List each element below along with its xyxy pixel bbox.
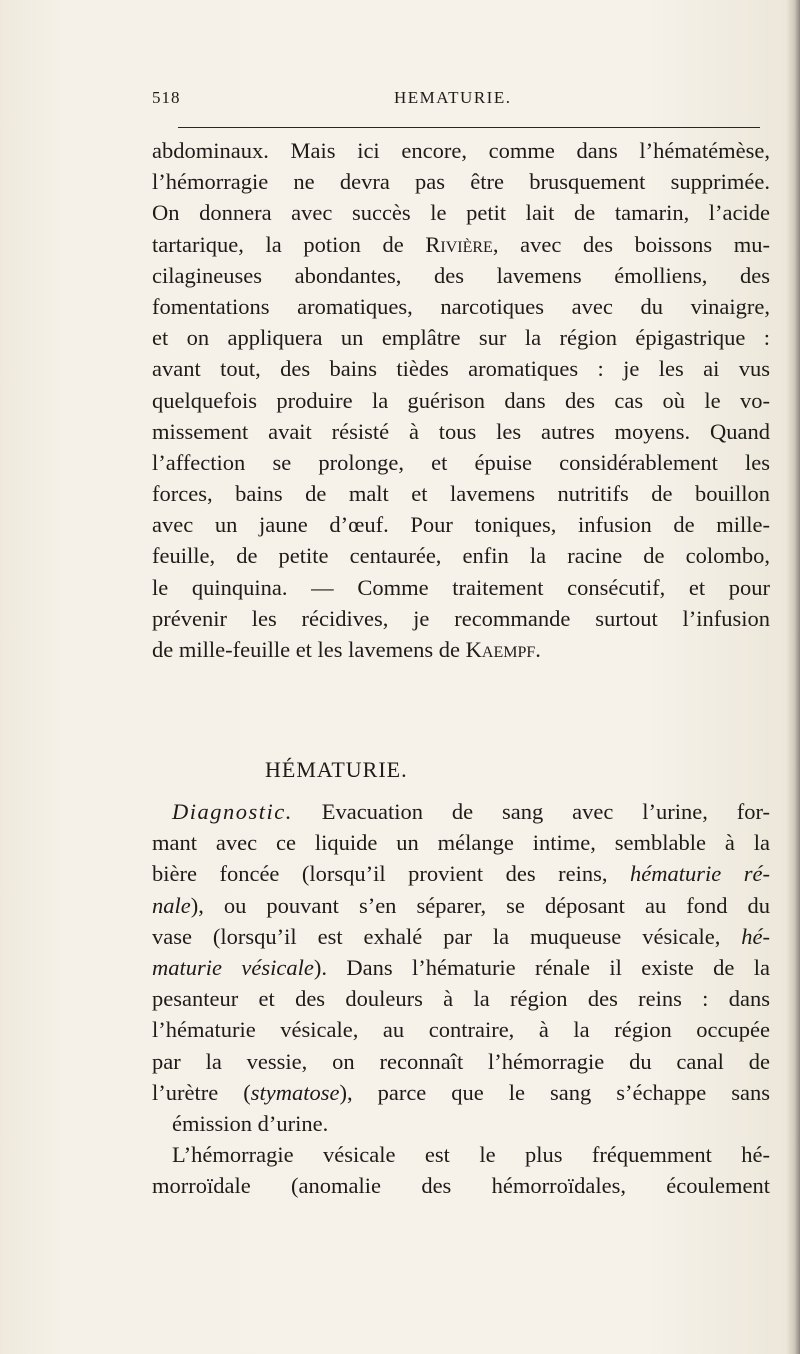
text-line: l’hémorragie ne devra pas être brusquement supprimée. (152, 169, 770, 195)
text-line (152, 890, 770, 921)
page-number: 518 (152, 88, 181, 107)
term-stymatose: stymatose (250, 1079, 340, 1105)
text-fragment: de mille-feuille et les lavemens de (152, 637, 466, 662)
text-line: abdominaux. Mais ici encore, comme dans l’hématémèse, (152, 138, 770, 163)
text-line (152, 1077, 770, 1108)
author-name-riviere: Rivière (425, 231, 493, 257)
text-line: le quinquina. — Comme traitement consécutif, et pour (152, 574, 770, 600)
diagnostic-label: Diagnostic. (172, 799, 293, 824)
text-line: fomentations aromatiques, narcotiques avec du vinaigre, (152, 293, 770, 319)
text-line: prévenir les récidives, je recommande surtout l’infusion (152, 605, 770, 631)
page-header (152, 88, 764, 114)
text-line: l’affection se prolonge, et épuise considérablement les (152, 449, 770, 475)
text-fragment: vase (lorsqu’il est exhalé par la muqueuse vésicale, (152, 923, 742, 949)
text-line (152, 1139, 770, 1170)
paragraph-treatment (152, 135, 770, 665)
text-line: par la vessie, on reconnaît l’hémorragie du canal de (152, 1048, 770, 1074)
term-hematurie-renale-end: nale (152, 892, 191, 918)
running-head: HEMATURIE. (394, 88, 512, 107)
text-fragment: tartarique, la potion de (152, 231, 426, 257)
section-title: HÉMATURIE. (265, 757, 408, 782)
paragraph-diagnostic (152, 796, 770, 1201)
text-line: et on appliquera un emplâtre sur la région épigastrique : (152, 325, 770, 351)
text-fragment: émission d’urine. (172, 1110, 329, 1136)
text-line (152, 952, 770, 983)
text-line: pesanteur et des douleurs à la région des reins : dans (152, 986, 770, 1012)
author-name-kaempf: Kaempf. (465, 637, 541, 662)
text-fragment: ), ou pouvant s’en séparer, se déposant au fond du (190, 892, 770, 918)
page-edge-shadow (786, 0, 800, 1354)
text-fragment: L’hémorragie vésicale est le plus fréquemment hé- (172, 1142, 770, 1168)
text-line (152, 634, 770, 665)
text-line (152, 229, 770, 260)
header-rule (178, 127, 760, 128)
text-line (152, 858, 770, 889)
text-fragment: ). Dans l’hématurie rénale il existe de la (313, 954, 770, 980)
text-line: mant avec ce liquide un mélange intime, semblable à la (152, 830, 770, 856)
text-line: cilagineuses abondantes, des lavemens émolliens, des (152, 262, 770, 288)
text-line: l’hématurie vésicale, au contraire, à la région occupée (152, 1017, 770, 1043)
term-hematurie-vesicale-end: maturie vésicale (152, 954, 314, 980)
text-line: avec un jaune d’œuf. Pour toniques, infusion de mille- (152, 512, 770, 538)
text-fragment: l’urètre ( (152, 1079, 251, 1105)
text-line (152, 796, 770, 827)
text-line: missement avait résisté à tous les autres moyens. Quand (152, 418, 770, 444)
text-line: forces, bains de malt et lavemens nutritifs de bouillon (152, 481, 770, 507)
text-fragment: , avec des boissons mu- (492, 231, 770, 257)
text-fragment: Evacuation de sang avec l’urine, for- (292, 799, 770, 824)
text-line: quelquefois produire la guérison dans des cas où le vo- (152, 387, 770, 413)
text-line (152, 921, 770, 952)
term-hematurie-renale: hématurie ré- (630, 861, 771, 887)
term-hematurie-vesicale: hé- (741, 923, 770, 949)
text-line: avant tout, des bains tièdes aromatiques : je les ai vus (152, 356, 770, 382)
text-line: morroïdale (anomalie des hémorroïdales, écoulement (152, 1173, 770, 1199)
text-line: On donnera avec succès le petit lait de tamarin, l’acide (152, 200, 770, 226)
text-fragment: bière foncée (lorsqu’il provient des reins, (152, 861, 631, 887)
text-fragment: ), parce que le sang s’échappe sans (339, 1079, 771, 1105)
text-line (152, 1108, 770, 1139)
text-line: feuille, de petite centaurée, enfin la racine de colombo, (152, 543, 770, 569)
